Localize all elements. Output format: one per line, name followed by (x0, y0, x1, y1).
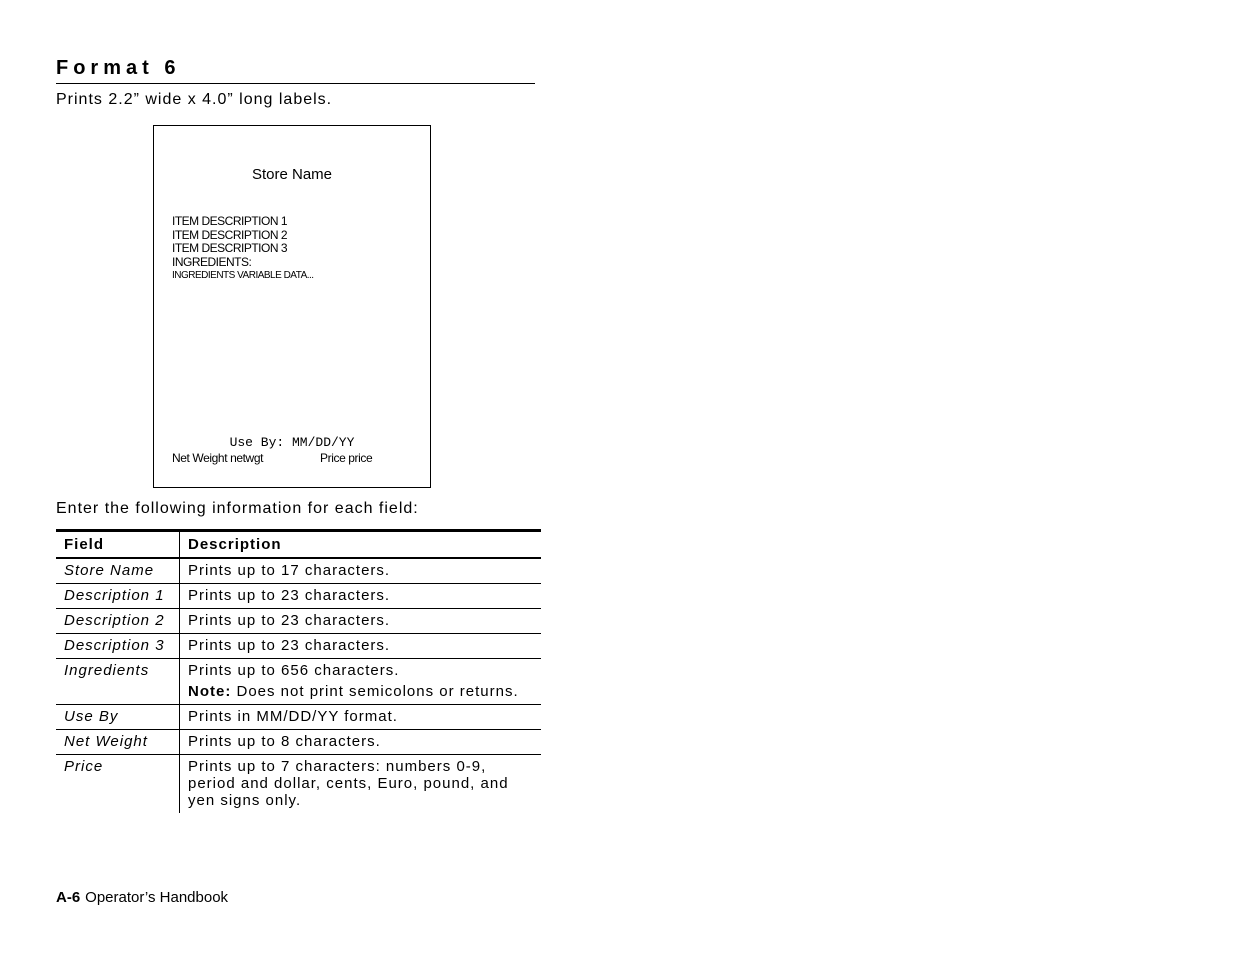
note-text: Does not print semicolons or returns. (236, 683, 519, 700)
field-name: Description 3 (56, 634, 180, 659)
label-line: ITEM DESCRIPTION 3 (172, 241, 288, 255)
field-name: Price (56, 755, 180, 814)
label-store-name: Store Name (251, 166, 333, 183)
label-lines (172, 215, 314, 282)
field-description: Prints up to 23 characters. (180, 609, 542, 634)
field-name: Ingredients (56, 659, 180, 705)
field-table (56, 529, 541, 813)
table-row (56, 558, 541, 584)
page-number: A-6 (56, 889, 81, 906)
label-line: ITEM DESCRIPTION 2 (172, 227, 288, 242)
table-row (56, 584, 541, 609)
field-name: Store Name (56, 558, 180, 584)
table-row (56, 755, 541, 814)
column-header-field: Field (56, 531, 180, 559)
label-line: INGREDIENTS: (172, 254, 252, 269)
field-name: Description 2 (56, 609, 180, 634)
field-name: Net Weight (56, 730, 180, 755)
intro-text: Prints 2.2” wide x 4.0” long labels. (56, 91, 333, 108)
note-label: Note: (188, 683, 232, 700)
page-heading: Format 6 (56, 57, 181, 79)
table-header-row (56, 531, 541, 559)
field-description: Prints up to 23 characters. (180, 584, 542, 609)
label-line: ITEM DESCRIPTION 1 (172, 214, 288, 228)
label-use-by: Use By: MM/DD/YY (229, 435, 355, 450)
label-net-weight: Net Weight netwgt (172, 451, 264, 465)
page-footer (56, 889, 228, 906)
table-row (56, 659, 541, 705)
table-row (56, 705, 541, 730)
column-header-description: Description (180, 531, 542, 559)
field-description: Prints up to 8 characters. (180, 730, 542, 755)
heading-rule (56, 83, 535, 84)
table-row (56, 634, 541, 659)
field-description-cell (180, 659, 542, 705)
field-name: Use By (56, 705, 180, 730)
table-row (56, 609, 541, 634)
field-description: Prints up to 17 characters. (180, 558, 542, 584)
label-price: Price price (320, 451, 373, 465)
ingredients-note (188, 683, 533, 700)
handbook-title: Operator’s Handbook (85, 889, 229, 906)
label-sample (153, 125, 431, 488)
label-ingredients-data: INGREDIENTS VARIABLE DATA... (172, 270, 314, 281)
enter-info-text: Enter the following information for each field: (56, 500, 419, 517)
table-row (56, 730, 541, 755)
field-description: Prints up to 656 characters. (188, 662, 400, 679)
field-name: Description 1 (56, 584, 180, 609)
field-description: Prints up to 7 characters: numbers 0-9, period and dollar, cents, Euro, pound, and yen signs only. (188, 758, 509, 809)
field-description: Prints up to 23 characters. (180, 634, 542, 659)
field-description: Prints in MM/DD/YY format. (180, 705, 542, 730)
